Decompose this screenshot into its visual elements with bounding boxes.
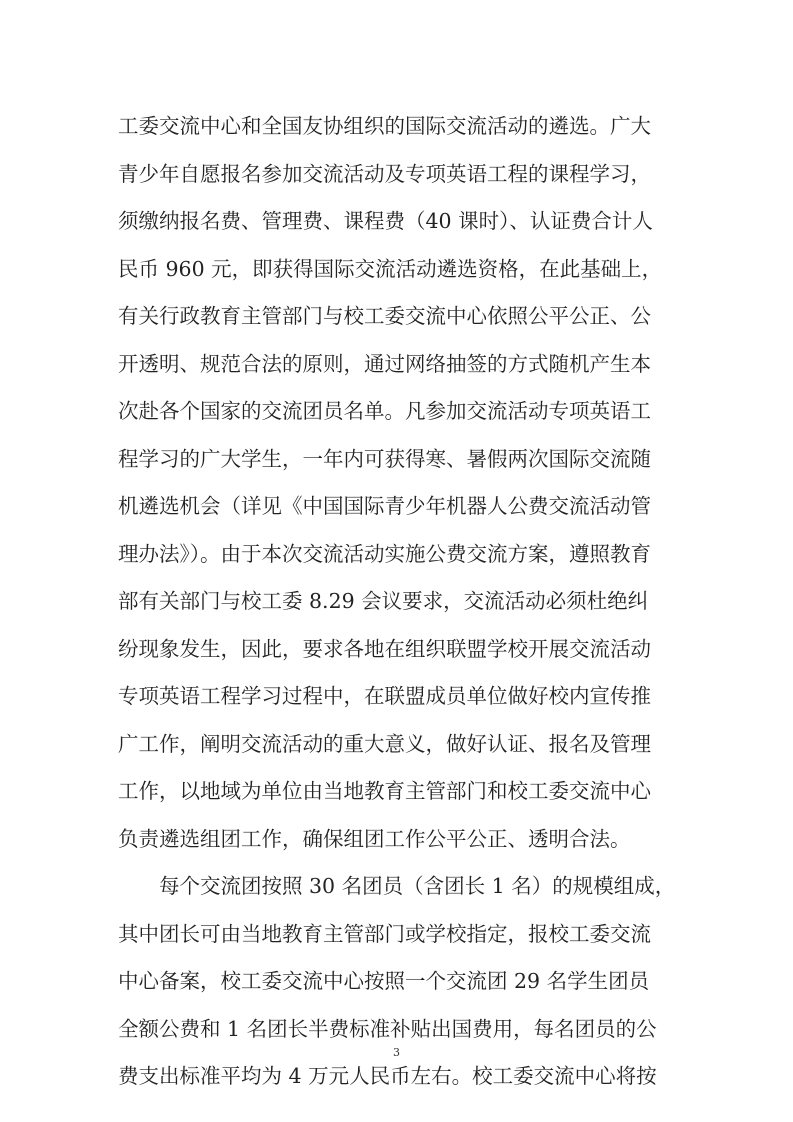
body-text-line: 中心备案，校工委交流中心按照一个交流团 29 名学生团员	[118, 969, 650, 993]
body-text-line: 机遴选机会（详见《中国国际青少年机器人公费交流活动管	[118, 494, 651, 518]
body-text-line: 理办法》）。由于本次交流活动实施公费交流方案，遵照教育	[118, 542, 651, 566]
body-text-line: 民币 960 元，即获得国际交流活动遴选资格，在此基础上，	[118, 257, 663, 281]
paragraph-start-line: 每个交流团按照 30 名团员（含团长 1 名）的规模组成，	[118, 874, 676, 898]
body-text-line: 开透明、规范合法的原则，通过网络抽签的方式随机产生本	[118, 352, 651, 376]
body-text-line: 纷现象发生，因此，要求各地在组织联盟学校开展交流活动	[118, 637, 651, 661]
page-number: 3	[393, 1046, 400, 1059]
body-text-line: 全额公费和 1 名团长半费标准补贴出国费用，每名团员的公	[118, 1017, 657, 1041]
body-text-line: 其中团长可由当地教育主管部门或学校指定，报校工委交流	[118, 922, 651, 946]
body-text-line: 广工作，阐明交流活动的重大意义，做好认证、报名及管理	[118, 732, 651, 756]
body-text-line: 费支出标准平均为 4 万元人民币左右。校工委交流中心将按	[118, 1064, 657, 1088]
body-text-line: 工作，以地域为单位由当地教育主管部门和校工委交流中心	[118, 779, 651, 803]
body-text-line: 青少年自愿报名参加交流活动及专项英语工程的课程学习，	[118, 162, 651, 186]
body-text-line: 专项英语工程学习过程中，在联盟成员单位做好校内宣传推	[118, 684, 651, 708]
body-text-line: 负责遴选组团工作，确保组团工作公平公正、透明合法。	[118, 827, 631, 851]
body-text-line: 次赴各个国家的交流团员名单。凡参加交流活动专项英语工	[118, 399, 651, 423]
body-text-line: 有关行政教育主管部门与校工委交流中心依照公平公正、公	[118, 304, 651, 328]
body-text-line: 须缴纳报名费、管理费、课程费（40 课时）、认证费合计人	[118, 209, 653, 233]
body-text-line: 程学习的广大学生，一年内可获得寒、暑假两次国际交流随	[118, 447, 651, 471]
body-text-line: 部有关部门与校工委 8.29 会议要求，交流活动必须杜绝纠	[118, 589, 649, 613]
body-text-line: 工委交流中心和全国友协组织的国际交流活动的遴选。广大	[118, 114, 651, 138]
